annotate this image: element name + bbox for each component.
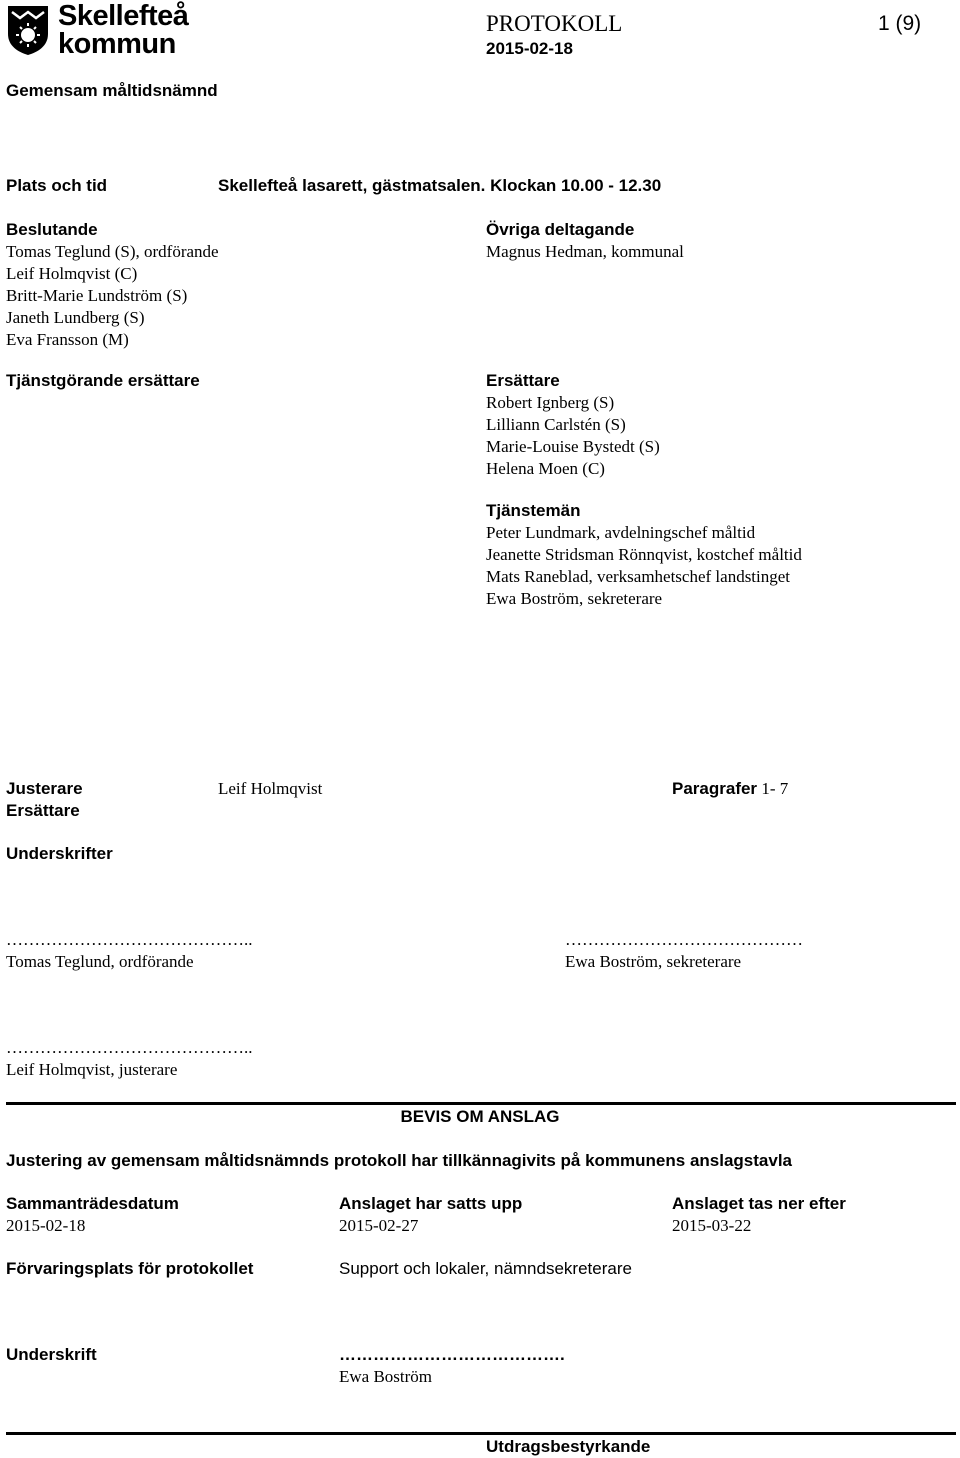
place-label: Plats och tid [6,176,108,195]
page-number: 1 (9) [878,12,922,35]
beslutande-label: Beslutande [6,220,98,239]
beslutande-member: Tomas Teglund (S), ordförande [6,242,219,261]
sammantradesdatum-label: Sammanträdesdatum [6,1194,179,1213]
coat-of-arms-icon [6,4,50,56]
signature-name: Leif Holmqvist, justerare [6,1060,178,1079]
utdragsbestyrkande-label: Utdragsbestyrkande [486,1437,651,1456]
anslag-uppsatt-label: Anslaget har satts upp [339,1194,523,1213]
committee-name: Gemensam måltidsnämnd [6,81,218,100]
tjansteman-member: Jeanette Stridsman Rönnqvist, kostchef måltid [486,545,802,564]
ersattare-label: Ersättare [486,371,560,390]
document-title: PROTOKOLL [486,11,623,36]
anslag-nertagen-value: 2015-03-22 [672,1216,752,1235]
anslag-uppsatt-value: 2015-02-27 [339,1216,419,1235]
signature-line: …………………………………….. [6,1038,253,1057]
justerare-label: Justerare [6,779,83,798]
divider [6,1432,956,1435]
anslag-title: BEVIS OM ANSLAG [400,1107,560,1126]
ovriga-member: Magnus Hedman, kommunal [486,242,684,261]
logo-word-kommun: kommun [58,28,176,60]
signature-name: Ewa Boström, sekreterare [565,952,742,971]
underskrifter-label: Underskrifter [6,844,113,863]
tjansteman-section [486,500,802,610]
tjanstgorande-label: Tjänstgörande ersättare [6,371,200,390]
anslag-uppsatt [339,1193,522,1237]
anslag-nertagen-label: Anslaget tas ner efter [672,1194,846,1213]
logo-word-skelleftea: Skellefteå [58,0,189,32]
ersattare-member: Helena Moen (C) [486,459,605,478]
signature-name: Tomas Teglund, ordförande [6,952,194,971]
beslutande-section [6,219,219,351]
signature-line: …………………………………… [565,930,803,949]
beslutande-member: Janeth Lundberg (S) [6,308,145,327]
beslutande-member: Leif Holmqvist (C) [6,264,138,283]
forvaring-value: Support och lokaler, nämndsekreterare [339,1259,632,1278]
justerare-value: Leif Holmqvist [218,779,323,798]
underskrift-name: Ewa Boström [339,1367,433,1386]
forvaring-label: Förvaringsplats för protokollet [6,1259,254,1278]
ersattare-member: Robert Ignberg (S) [486,393,615,412]
signature-block [6,929,253,973]
sammantradesdatum-value: 2015-02-18 [6,1216,86,1235]
document-date: 2015-02-18 [486,39,573,58]
underskrift-label: Underskrift [6,1345,97,1364]
paragrafer-label: Paragrafer [672,779,758,798]
anslag-nertagen [672,1193,846,1237]
tjansteman-member: Peter Lundmark, avdelningschef måltid [486,523,756,542]
signature-block [6,1037,253,1081]
underskrift-block [339,1344,565,1388]
beslutande-member: Britt-Marie Lundström (S) [6,286,188,305]
tjansteman-label: Tjänstemän [486,501,581,520]
ersattare-member: Lilliann Carlstén (S) [486,415,626,434]
anslag-statement: Justering av gemensam måltidsnämnds protokoll har tillkännagivits på kommunens anslagstavla [6,1151,793,1170]
ovriga-section [486,219,684,263]
beslutande-member: Eva Fransson (M) [6,330,129,349]
skelleftea-kommun-logo [6,0,194,60]
tjansteman-member: Mats Raneblad, verksamhetschef landstinget [486,567,791,586]
paragrafer-row [672,778,788,800]
place-value: Skellefteå lasarett, gästmatsalen. Klockan 10.00 - 12.30 [218,176,662,195]
divider [6,1102,956,1105]
underskrift-line: …………………………………. [339,1345,565,1364]
ersattare-section [486,370,660,480]
signature-block [565,929,803,973]
signature-line: …………………………………….. [6,930,253,949]
justering-ersattare-label: Ersättare [6,801,80,820]
ersattare-member: Marie-Louise Bystedt (S) [486,437,660,456]
sammantradesdatum [6,1193,179,1237]
ovriga-label: Övriga deltagande [486,220,635,239]
paragrafer-value: 1- 7 [761,779,789,798]
tjansteman-member: Ewa Boström, sekreterare [486,589,663,608]
